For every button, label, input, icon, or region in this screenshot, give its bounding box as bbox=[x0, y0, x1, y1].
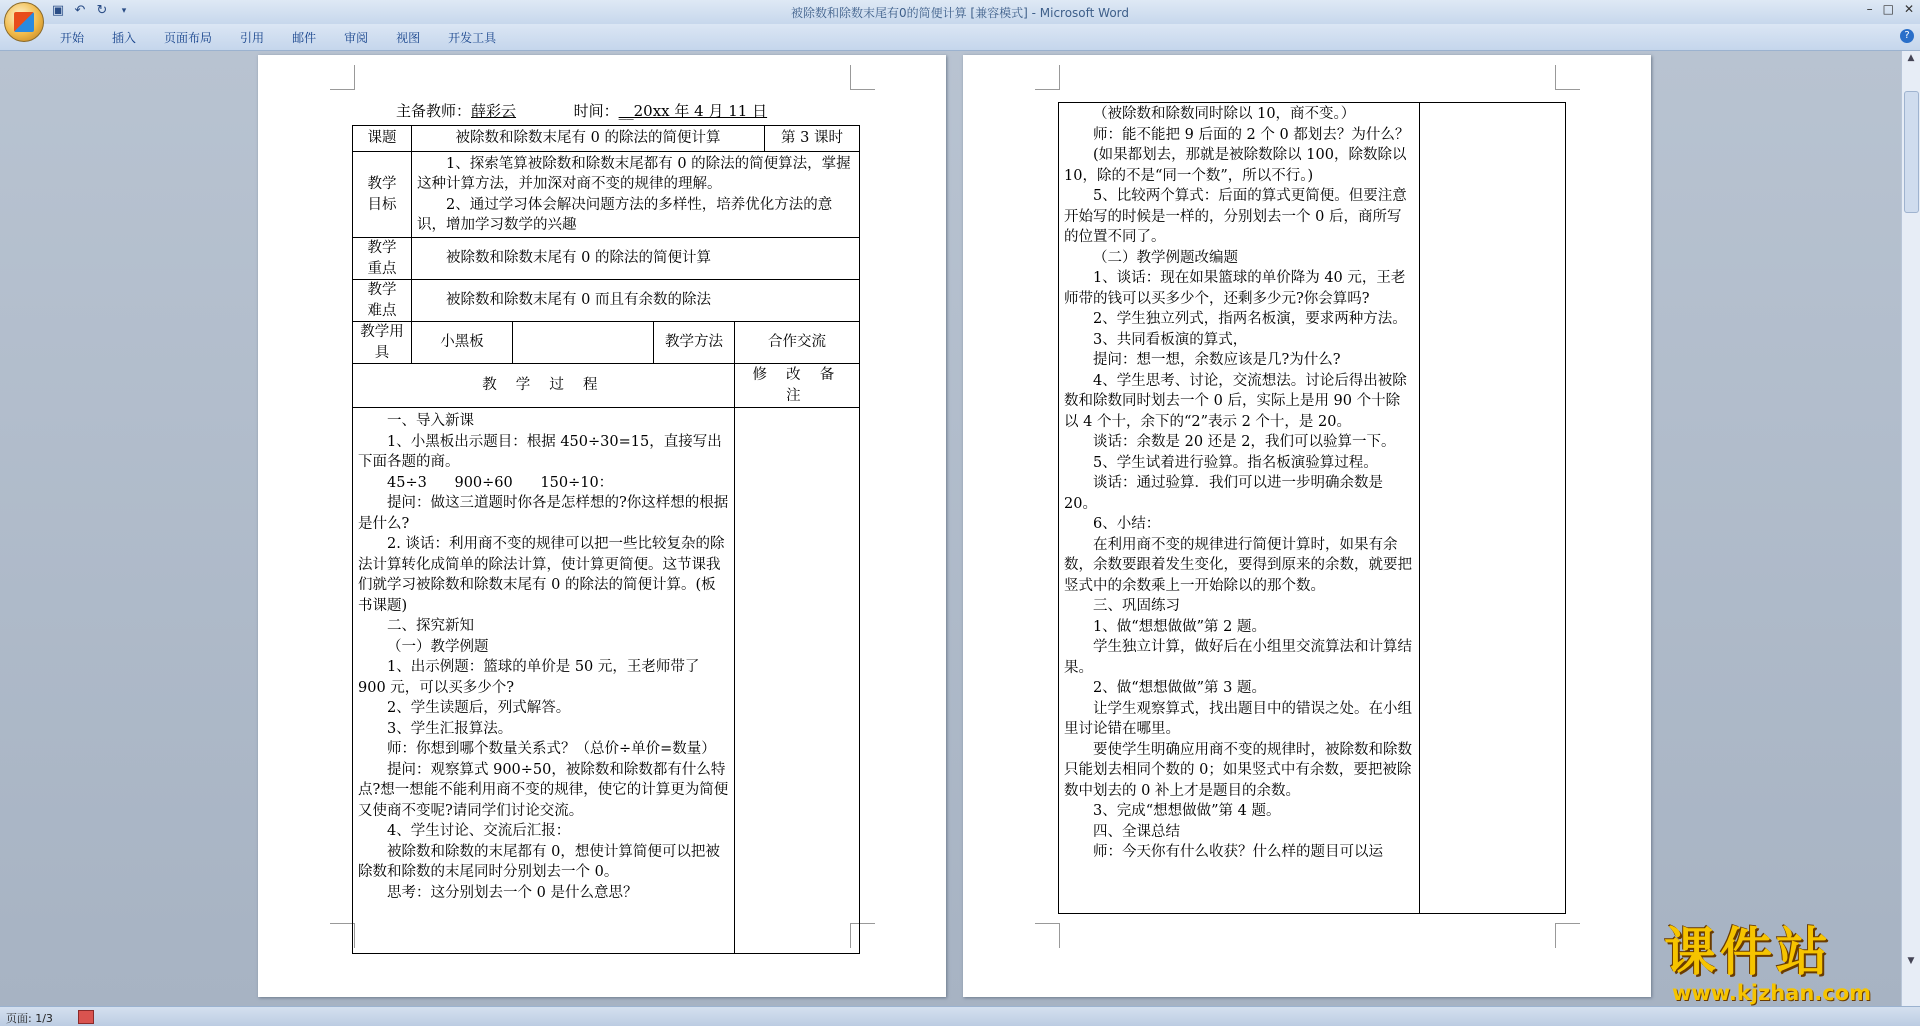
teacher-label: 主备教师： bbox=[396, 102, 472, 120]
process-line: 提问：观察算式 900÷50，被除数和除数都有什么特点?想一想能不能利用商不变的规律，使它的计算更为简便又使商不变呢?请同学们讨论交流。 bbox=[358, 761, 729, 819]
process-content-continued bbox=[1059, 103, 1420, 914]
process-line: 在利用商不变的规律进行简便计算时，如果有余数，余数要跟着发生变化，要得到原来的余数，就要把竖式中的余数乘上一开始除以的那个数。 bbox=[1064, 536, 1412, 594]
process-line: 1、做“想想做做”第 2 题。 bbox=[1093, 618, 1266, 635]
tab-developer[interactable]: 开发工具 bbox=[448, 31, 497, 45]
crop-mark bbox=[1035, 65, 1060, 90]
title-bar bbox=[0, 0, 1920, 24]
app-name: - Microsoft Word bbox=[1027, 6, 1130, 20]
vertical-scrollbar[interactable] bbox=[1901, 51, 1920, 1006]
process-line: （二）教学例题改编题 bbox=[1093, 249, 1238, 266]
goal-1: 1、探索笔算被除数和除数末尾都有 0 的除法的简便算法，掌握这种计算方法，并加深对商不变的规律的理解。 bbox=[417, 155, 851, 192]
spelling-check-icon[interactable] bbox=[78, 1010, 94, 1024]
scrollbar-thumb[interactable] bbox=[1904, 91, 1919, 213]
tab-view[interactable]: 视图 bbox=[396, 31, 421, 45]
process-line: 2、做“想想做做”第 3 题。 bbox=[1093, 680, 1266, 696]
method-value: 合作交流 bbox=[735, 322, 860, 364]
notes-content bbox=[735, 408, 860, 954]
redo-icon[interactable]: ↻ bbox=[96, 3, 108, 18]
chevron-down-icon[interactable]: ▾ bbox=[121, 6, 127, 16]
page-1 bbox=[258, 55, 946, 997]
crop-mark bbox=[1035, 923, 1060, 948]
ribbon-tabs bbox=[46, 30, 510, 46]
process-line: 提问：做这三道题时你各是怎样想的?你这样想的根据是什么? bbox=[358, 495, 729, 532]
lesson-plan-table-continued bbox=[1058, 102, 1566, 914]
process-line: 2. 谈话：利用商不变的规律可以把一些比较复杂的除法计算转化成简单的除法计算，使计算更简便。这节课我们就学习被除数和除数末尾有 0 的除法的简便计算。(板书课题) bbox=[358, 536, 725, 614]
lesson-plan-table bbox=[352, 125, 860, 954]
watermark-url: www.kjzhan.com bbox=[1672, 981, 1872, 1005]
process-line: 四、全课总结 bbox=[1093, 823, 1180, 840]
topic-label: 课题 bbox=[353, 126, 412, 152]
process-line: 师：能不能把 9 后面的 2 个 0 都划去？为什么？ bbox=[1093, 126, 1410, 143]
process-line: 谈话：通过验算．我们可以进一步明确余数是 20。 bbox=[1064, 475, 1383, 512]
difficulty-label: 教学难点 bbox=[353, 280, 412, 322]
tab-mailings[interactable]: 邮件 bbox=[292, 31, 317, 45]
process-line: 一、导入新课 bbox=[387, 413, 474, 429]
notes-label: 修 改 备 注 bbox=[735, 364, 860, 408]
window-title bbox=[0, 4, 1920, 21]
process-line: 1、小黑板出示题目：根据 450÷30=15，直接写出下面各题的商。 bbox=[358, 433, 722, 470]
difficulty-value: 被除数和除数末尾有 0 而且有余数的除法 bbox=[412, 280, 860, 322]
process-line: 三、巩固练习 bbox=[1093, 598, 1180, 614]
process-line: 让学生观察算式，找出题目中的错误之处。在小组里讨论错在哪里。 bbox=[1064, 700, 1412, 737]
process-line: 4、学生思考、讨论，交流想法。讨论后得出被除数和除数同时划去一个 0 后，实际上是用 90 个十除以 4 个十，余下的“2”表示 2 个十，是 20。 bbox=[1064, 372, 1407, 430]
goal-2: 2、通过学习体会解决问题方法的多样性，培养优化方法的意识，增加学习数学的兴趣 bbox=[417, 196, 833, 233]
key-label: 教学重点 bbox=[353, 238, 412, 280]
tab-page-layout[interactable]: 页面布局 bbox=[164, 31, 213, 45]
lesson-header bbox=[396, 101, 767, 122]
close-button[interactable]: ✕ bbox=[1903, 2, 1914, 16]
method-label: 教学方法 bbox=[654, 322, 735, 364]
topic-value: 被除数和除数末尾有 0 的除法的简便计算 bbox=[412, 126, 765, 152]
minimize-button[interactable]: – bbox=[1866, 2, 1873, 16]
office-button[interactable] bbox=[4, 2, 44, 42]
notes-content-continued bbox=[1420, 103, 1566, 914]
period-value: 第 3 课时 bbox=[765, 126, 860, 152]
scroll-up-icon[interactable]: ▲ bbox=[1907, 53, 1915, 63]
watermark-logo bbox=[1664, 924, 1900, 1004]
process-line: 要使学生明确应用商不变的规律时，被除数和除数只能划去相同个数的 0；如果竖式中有余数，要把被除数中划去的 0 补上才是题目的余数。 bbox=[1064, 741, 1412, 799]
save-icon[interactable]: ▣ bbox=[51, 3, 65, 18]
process-line: (如果都划去，那就是被除数除以 100，除数除以 10，除的不是“同一个数”，所以不行。) bbox=[1064, 147, 1407, 184]
goal-label: 教学目标 bbox=[353, 152, 412, 238]
process-line: 45÷3 900÷60 150÷10： bbox=[387, 474, 614, 491]
process-line: 学生独立计算，做好后在小组里交流算法和计算结果。 bbox=[1064, 639, 1412, 676]
process-content bbox=[353, 408, 735, 954]
process-line: （一）教学例题 bbox=[387, 638, 489, 655]
document-title: 被除数和除数末尾有0的简便计算 [兼容模式] bbox=[790, 6, 1028, 20]
key-value: 被除数和除数末尾有 0 的除法的简便计算 bbox=[412, 238, 860, 280]
watermark-text: 课件站 bbox=[1664, 923, 1833, 983]
maximize-button[interactable]: □ bbox=[1882, 2, 1894, 16]
tools-label: 教学用具 bbox=[353, 322, 412, 364]
process-line: 3、共同看板演的算式， bbox=[1093, 331, 1248, 348]
process-line: 3、学生汇报算法。 bbox=[387, 720, 513, 737]
tab-home[interactable]: 开始 bbox=[60, 31, 85, 45]
process-line: 5、比较两个算式：后面的算式更简便。但要注意开始写的时候是一样的，分别划去一个 0 后，商所写的位置不同了。 bbox=[1064, 188, 1407, 245]
process-line: 4、学生讨论、交流后汇报： bbox=[387, 823, 571, 839]
crop-mark bbox=[850, 65, 875, 90]
crop-mark bbox=[330, 65, 355, 90]
goal-cell bbox=[412, 152, 860, 238]
process-line: 2、学生读题后，列式解答。 bbox=[387, 700, 571, 716]
process-line: 被除数和除数的末尾都有 0，想使计算简便可以把被除数和除数的末尾同时分别划去一个 0。 bbox=[358, 843, 720, 880]
office-logo-icon bbox=[14, 12, 34, 32]
tools-value: 小黑板 bbox=[412, 322, 513, 364]
process-line: 师：今天你有什么收获？什么样的题目可以运 bbox=[1093, 844, 1383, 860]
status-bar bbox=[0, 1006, 1920, 1026]
tab-insert[interactable]: 插入 bbox=[112, 31, 137, 45]
undo-icon[interactable]: ↶ bbox=[74, 3, 86, 18]
process-line: 5、学生试着进行验算。指名板演验算过程。 bbox=[1093, 454, 1378, 471]
process-line: （被除数和除数同时除以 10，商不变。） bbox=[1093, 106, 1356, 122]
process-line: 2、学生独立列式，指两名板演，要求两种方法。 bbox=[1093, 311, 1407, 327]
process-line: 思考：这分别划去一个 0 是什么意思？ bbox=[387, 884, 638, 901]
help-icon[interactable]: ? bbox=[1900, 29, 1914, 43]
scroll-down-icon[interactable]: ▼ bbox=[1907, 956, 1915, 966]
time-label: 时间： bbox=[573, 102, 619, 120]
crop-mark bbox=[1555, 65, 1580, 90]
tab-references[interactable]: 引用 bbox=[240, 31, 265, 45]
process-line: 二、探究新知 bbox=[387, 618, 474, 634]
process-line: 6、小结： bbox=[1093, 516, 1161, 532]
process-line: 师：你想到哪个数量关系式？（总价÷单价=数量） bbox=[387, 741, 716, 757]
process-line: 3、完成“想想做做”第 4 题。 bbox=[1093, 803, 1281, 819]
process-line: 1、出示例题：篮球的单价是 50 元，王老师带了 900 元，可以买多少个? bbox=[358, 659, 700, 696]
process-line: 1、谈话：现在如果篮球的单价降为 40 元，王老师带的钱可以买多少个，还剩多少元?你会算吗? bbox=[1064, 270, 1406, 307]
page-indicator[interactable]: 页面: 1/3 bbox=[6, 1012, 53, 1025]
tab-review[interactable]: 审阅 bbox=[344, 31, 369, 45]
process-line: 谈话：余数是 20 还是 2，我们可以验算一下。 bbox=[1093, 434, 1396, 450]
process-line: 提问：想一想，余数应该是几?为什么? bbox=[1093, 352, 1341, 368]
crop-mark bbox=[1555, 923, 1580, 948]
window-controls bbox=[1867, 2, 1914, 16]
ribbon bbox=[0, 24, 1920, 51]
teacher-name: 薛彩云 bbox=[471, 102, 517, 120]
lesson-date: __20xx 年 4 月 11 日 bbox=[618, 102, 768, 120]
process-label: 教 学 过 程 bbox=[353, 364, 735, 408]
page-2 bbox=[963, 55, 1651, 997]
